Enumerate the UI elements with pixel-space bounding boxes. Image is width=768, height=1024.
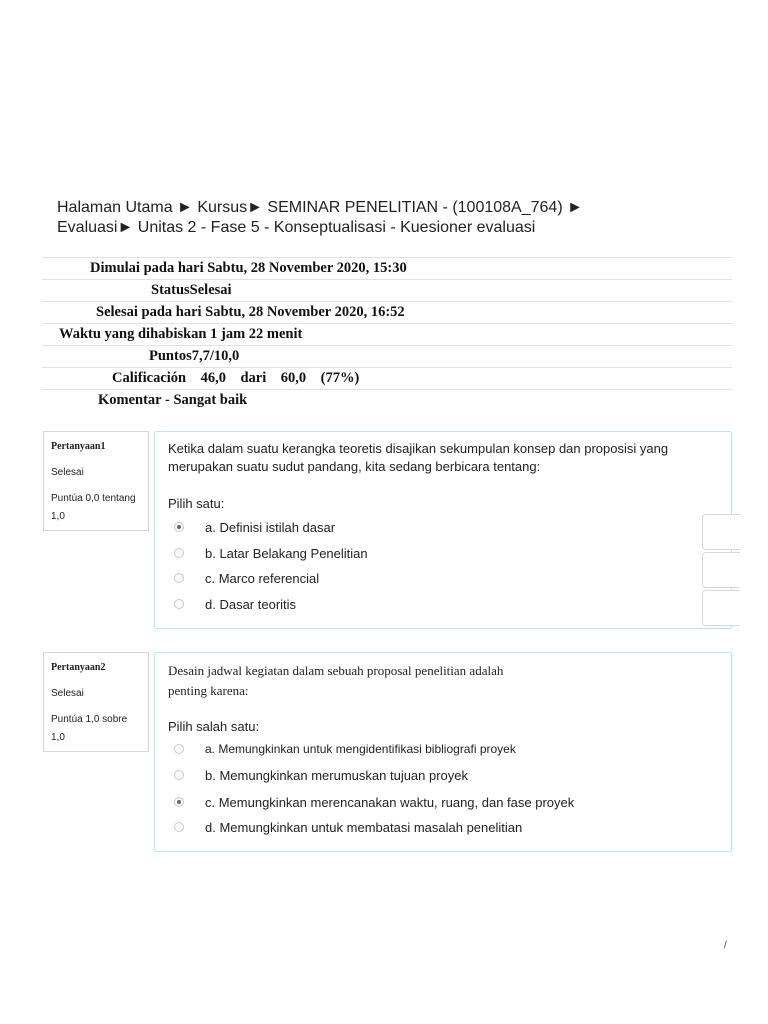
question-1-option-c[interactable] xyxy=(174,569,319,587)
radio-icon[interactable] xyxy=(174,548,184,558)
question-2-text xyxy=(168,661,688,701)
question-1-number: Pertanyaan1 xyxy=(51,441,106,452)
page-marker: / xyxy=(724,940,727,951)
option-label: d. Memungkinkan untuk membatasi masalah penelitian xyxy=(205,819,523,835)
question-2-box xyxy=(154,652,732,852)
question-1-state: Selesai xyxy=(51,467,84,478)
question-1-box xyxy=(154,431,732,629)
side-button-1[interactable] xyxy=(702,514,740,550)
option-label: a. Definisi istilah dasar xyxy=(205,519,336,535)
question-2-option-b[interactable] xyxy=(174,766,468,784)
attempt-summary-table xyxy=(42,257,732,411)
summary-finished: Selesai pada hari Sabtu, 28 November 2020, 16:52 xyxy=(96,304,405,320)
radio-checked-icon[interactable] xyxy=(174,522,184,532)
radio-icon[interactable] xyxy=(174,599,184,609)
question-1-mark-line-2: 1,0 xyxy=(51,511,65,522)
option-label: a. Memungkinkan untuk mengidentifikasi bibliografi proyek xyxy=(205,742,516,756)
summary-row-finished xyxy=(42,301,732,323)
summary-grade: Calificación 46,0 dari 60,0 (77%) xyxy=(112,370,360,386)
question-1-option-d[interactable] xyxy=(174,595,296,613)
summary-comment: Komentar - Sangat baik xyxy=(98,392,248,408)
summary-time-taken: Waktu yang dihabiskan 1 jam 22 menit xyxy=(59,326,303,342)
question-2-info xyxy=(43,652,149,752)
question-2-option-c[interactable] xyxy=(174,793,574,811)
summary-points: Puntos7,7/10,0 xyxy=(149,348,240,364)
question-2-mark-line-1: Puntúa 1,0 sobre xyxy=(51,714,128,725)
question-1-option-a[interactable] xyxy=(174,518,335,536)
side-button-2[interactable] xyxy=(702,552,740,588)
question-1-mark-line-1: Puntúa 0,0 tentang xyxy=(51,493,136,504)
radio-icon[interactable] xyxy=(174,573,184,583)
question-2-mark-line-2: 1,0 xyxy=(51,732,65,743)
question-2-text-line-2: penting karena: xyxy=(168,683,249,698)
question-2-text-line-1: Desain jadwal kegiatan dalam sebuah proposal penelitian adalah xyxy=(168,663,504,678)
option-label: d. Dasar teoritis xyxy=(205,596,297,612)
option-label: b. Latar Belakang Penelitian xyxy=(205,545,368,561)
breadcrumb-line-2[interactable]: Evaluasi► Unitas 2 - Fase 5 - Konseptualisasi - Kuesioner evaluasi xyxy=(57,219,536,236)
option-label: b. Memungkinkan merumuskan tujuan proyek xyxy=(205,767,469,783)
summary-started: Dimulai pada hari Sabtu, 28 November 2020, 15:30 xyxy=(90,260,407,276)
question-2-prompt: Pilih salah satu: xyxy=(168,719,260,734)
radio-icon[interactable] xyxy=(174,744,184,754)
summary-row-status xyxy=(42,279,732,301)
question-1-info xyxy=(43,431,149,531)
radio-icon[interactable] xyxy=(174,822,184,832)
breadcrumb xyxy=(57,198,617,238)
summary-row-comment xyxy=(42,389,732,411)
breadcrumb-line-1[interactable]: Halaman Utama ► Kursus► SEMINAR PENELITIAN - (100108A_764) ► xyxy=(57,199,583,216)
question-2-number: Pertanyaan2 xyxy=(51,662,106,673)
side-button-3[interactable] xyxy=(702,590,740,626)
question-2-option-d[interactable] xyxy=(174,818,522,836)
option-label: c. Memungkinkan merencanakan waktu, ruang, dan fase proyek xyxy=(205,794,575,810)
question-2-state: Selesai xyxy=(51,688,84,699)
question-1-option-b[interactable] xyxy=(174,544,368,562)
summary-row-time xyxy=(42,323,732,345)
question-1-prompt: Pilih satu: xyxy=(168,496,225,511)
summary-row-grade xyxy=(42,367,732,389)
radio-icon[interactable] xyxy=(174,770,184,780)
summary-row-points xyxy=(42,345,732,367)
summary-row-started xyxy=(42,257,732,279)
question-1-text: Ketika dalam suatu kerangka teoretis disajikan sekumpulan konsep dan proposisi yang merupakan suatu sudut pandang, kita sedang berbicara tentang: xyxy=(168,441,669,474)
radio-checked-icon[interactable] xyxy=(174,797,184,807)
summary-status: StatusSelesai xyxy=(151,282,232,298)
option-label: c. Marco referencial xyxy=(205,570,320,586)
question-2-option-a[interactable] xyxy=(174,740,516,758)
